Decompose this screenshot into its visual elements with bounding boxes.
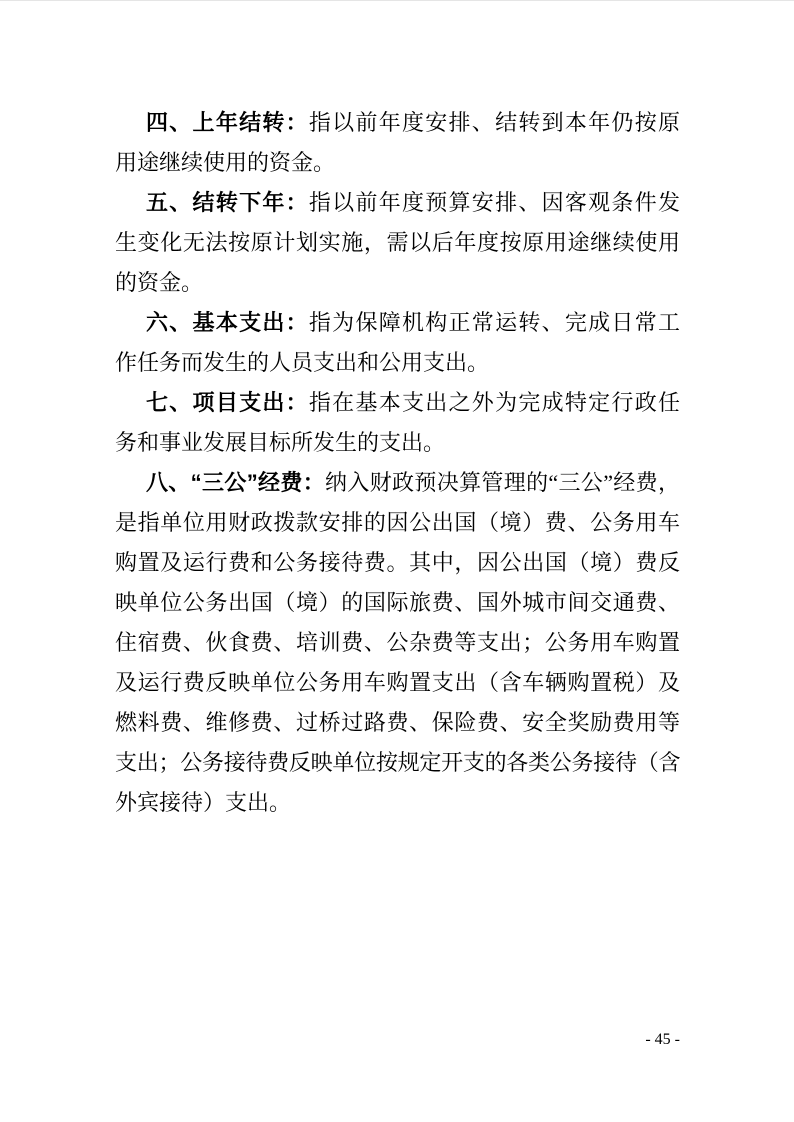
term-heading: 六、基本支出： [146,310,309,335]
text-line [115,623,680,663]
line-text: 作任务而发生的人员支出和公用支出。 [115,350,490,375]
term-heading: 五、结转下年： [146,190,309,215]
text-line [115,503,680,543]
line-text: 外宾接待）支出。 [115,790,292,815]
term-heading: 八、“三公”经费： [146,470,326,495]
line-text: 支出；公务接待费反映单位按规定开支的各类公务接待（含 [115,750,680,775]
text-line [115,423,680,463]
line-text: 指在基本支出之外为完成特定行政任 [308,390,680,415]
line-text: 映单位公务出国（境）的国际旅费、国外城市间交通费、 [115,590,680,615]
term-heading: 四、上年结转： [146,110,309,135]
text-line [115,703,680,743]
text-line [115,103,680,143]
line-text: 务和事业发展目标所发生的支出。 [115,430,446,455]
text-line [115,583,680,623]
text-line [115,383,680,423]
line-text: 购置及运行费和公务接待费。其中，因公出国（境）费反 [115,550,680,575]
text-line [115,263,680,303]
text-line [115,343,680,383]
text-line [115,663,680,703]
line-text: 生变化无法按原计划实施，需以后年度按原用途继续使用 [115,230,680,255]
text-line [115,783,680,823]
line-text: 指以前年度安排、结转到本年仍按原 [308,110,680,135]
text-line [115,183,680,223]
line-text: 用途继续使用的资金。 [115,150,336,175]
line-text: 及运行费反映单位公务用车购置支出（含车辆购置税）及 [115,670,680,695]
text-block [115,103,680,823]
term-heading: 七、项目支出： [146,390,309,415]
text-line [115,743,680,783]
text-line [115,463,680,503]
line-text: 指为保障机构正常运转、完成日常工 [308,310,680,335]
page-number: - 45 - [645,1031,680,1048]
text-line [115,143,680,183]
line-text: 是指单位用财政拨款安排的因公出国（境）费、公务用车 [115,510,680,535]
text-line [115,303,680,343]
text-line [115,223,680,263]
text-line [115,543,680,583]
line-text: 纳入财政预决算管理的“三公”经费， [325,470,680,495]
line-text: 指以前年度预算安排、因客观条件发 [308,190,680,215]
line-text: 住宿费、伙食费、培训费、公杂费等支出；公务用车购置 [115,630,680,655]
line-text: 燃料费、维修费、过桥过路费、保险费、安全奖励费用等 [115,710,680,735]
line-text: 的资金。 [115,270,204,295]
